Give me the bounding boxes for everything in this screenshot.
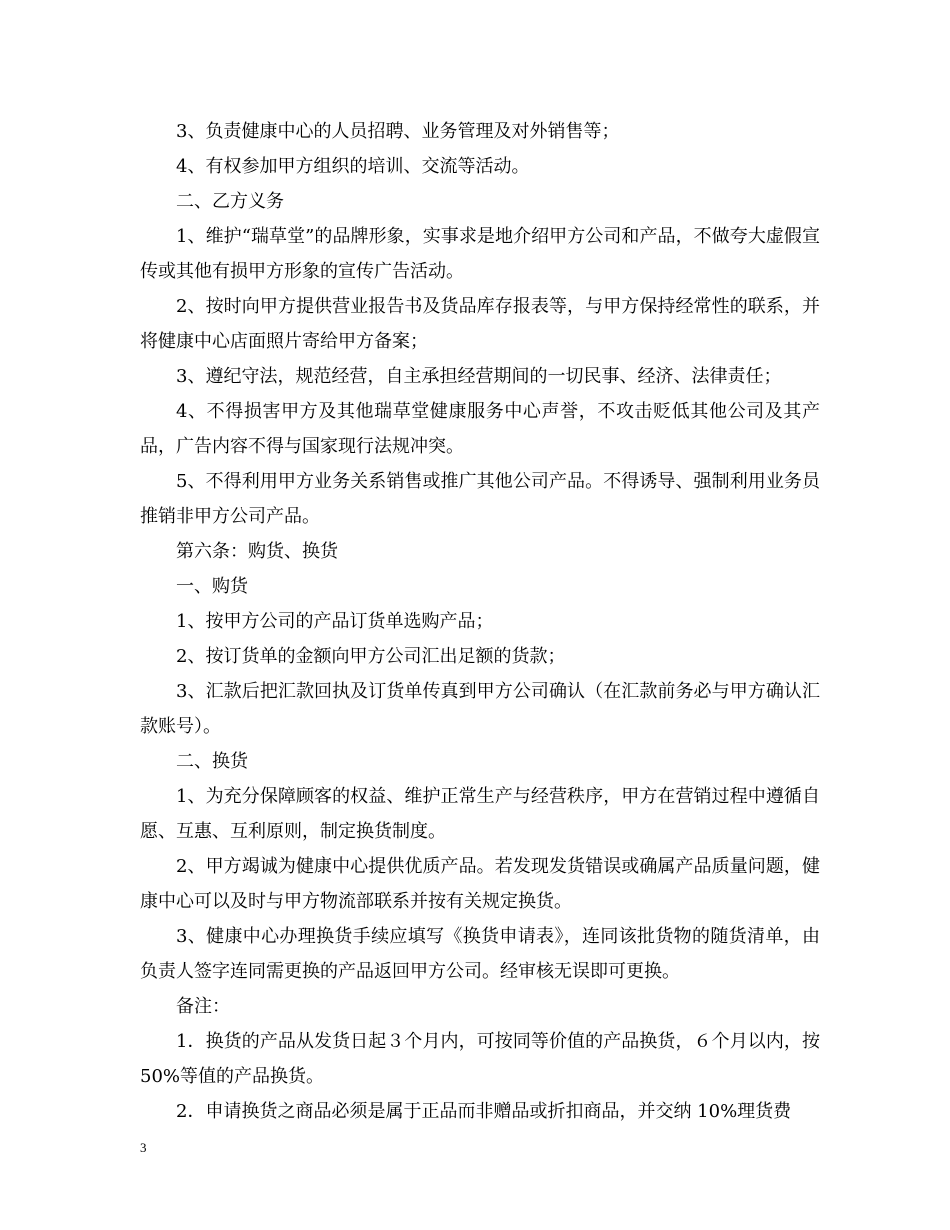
paragraph: 2、甲方竭诚为健康中心提供优质产品。若发现发货错误或确属产品质量问题，健康中心可以及时与甲方物流部联系并按有关规定换货。 (140, 856, 820, 912)
paragraph: 2．申请换货之商品必须是属于正品而非赠品或折扣商品，并交纳 10%理货费 (176, 1101, 792, 1122)
section-heading: 一、购货 (176, 576, 248, 597)
paragraph: 1、按甲方公司的产品订货单选购产品； (176, 611, 494, 632)
paragraph: 4、有权参加甲方组织的培训、交流等活动。 (176, 156, 530, 177)
paragraph: 4、不得损害甲方及其他瑞草堂健康服务中心声誉，不攻击贬低其他公司及其产品，广告内容不得与国家现行法规冲突。 (140, 401, 820, 457)
paragraph: 3、遵纪守法，规范经营，自主承担经营期间的一切民事、经济、法律责任； (176, 366, 782, 387)
paragraph: 3、健康中心办理换货手续应填写《换货申请表》，连同该批货物的随货清单，由负责人签字连同需更换的产品返回甲方公司。经审核无误即可更换。 (140, 926, 820, 982)
notes-heading: 备注： (176, 996, 230, 1017)
paragraph: 1、维护“瑞草堂”的品牌形象，实事求是地介绍甲方公司和产品，不做夸大虚假宣传或其他有损甲方形象的宣传广告活动。 (140, 226, 820, 282)
paragraph: 1、为充分保障顾客的权益、维护正常生产与经营秩序，甲方在营销过程中遵循自愿、互惠、互利原则，制定换货制度。 (140, 786, 820, 842)
article-heading: 第六条：购货、换货 (176, 541, 338, 562)
section-heading: 二、乙方义务 (176, 191, 284, 212)
paragraph: 3、汇款后把汇款回执及订货单传真到甲方公司确认（在汇款前务必与甲方确认汇款账号）。 (140, 681, 820, 737)
paragraph: 2、按时向甲方提供营业报告书及货品库存报表等，与甲方保持经常性的联系，并将健康中心店面照片寄给甲方备案； (140, 296, 820, 352)
paragraph: 1．换货的产品从发货日起３个月内，可按同等价值的产品换货，６个月以内，按 50%等值的产品换货。 (140, 1031, 820, 1087)
paragraph: 2、按订货单的金额向甲方公司汇出足额的货款； (176, 646, 566, 667)
page-number: 3 (140, 1140, 147, 1155)
paragraph: 3、负责健康中心的人员招聘、业务管理及对外销售等； (176, 121, 620, 142)
paragraph: 5、不得利用甲方业务关系销售或推广其他公司产品。不得诱导、强制利用业务员推销非甲方公司产品。 (140, 471, 820, 527)
section-heading: 二、换货 (176, 751, 248, 772)
document-body (140, 114, 820, 1129)
